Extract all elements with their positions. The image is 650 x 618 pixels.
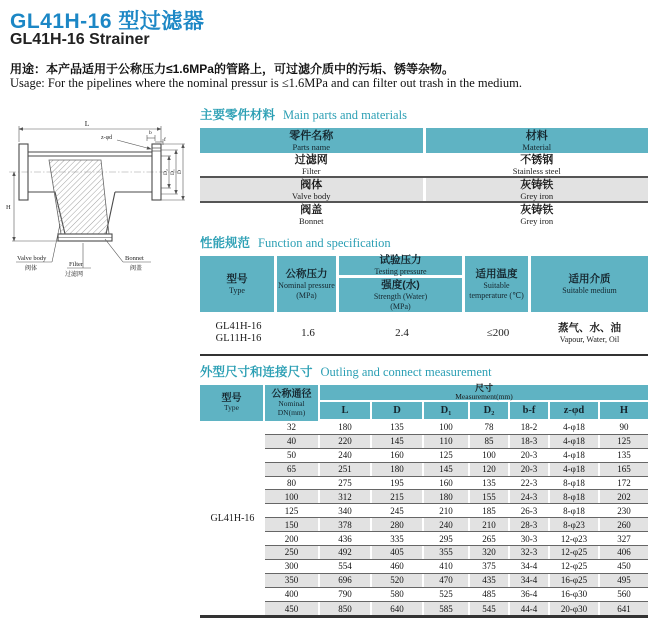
spec-header-temp-en1: Suitable <box>483 281 510 290</box>
dims-cell: 8-φ18 <box>550 504 600 517</box>
dims-header-meas-en: Measurement(mm) <box>455 392 513 401</box>
dims-row <box>265 435 648 449</box>
spec-header-testing-cn: 试验压力 <box>379 254 422 267</box>
section-title-dims-cn: 外型尺寸和连接尺寸 <box>200 365 313 379</box>
dims-cell: 22-3 <box>510 477 550 490</box>
dims-cell: 100 <box>424 421 470 434</box>
dims-cell: 125 <box>424 449 470 462</box>
dims-row <box>265 588 648 602</box>
dims-cell: 50 <box>265 449 320 462</box>
spec-table <box>200 256 648 356</box>
dimension-D2-label: D₂ <box>163 169 169 175</box>
dims-cell: 520 <box>372 574 424 587</box>
dims-cell: 200 <box>265 532 320 545</box>
dims-cell: 65 <box>265 463 320 476</box>
spec-cell-medium <box>531 312 648 354</box>
section-title-dims <box>200 365 648 380</box>
dimension-zd-label: z-φd <box>101 135 113 141</box>
dims-subheader-6: z-φd <box>550 402 600 419</box>
bonnet-label-cn: 阀盖 <box>130 266 143 272</box>
strainer-drawing-svg <box>3 108 197 288</box>
spec-header-strength <box>339 278 462 312</box>
spec-header-medium <box>531 256 648 312</box>
parts-cell-cn: 阀盖 <box>300 203 323 216</box>
dims-cell: 580 <box>372 588 424 601</box>
dims-cell: 8-φ18 <box>550 490 600 503</box>
bonnet-label-group <box>105 239 151 272</box>
dims-row <box>265 490 648 504</box>
dims-cell: 230 <box>617 505 631 516</box>
valve-body-label-cn: 阀体 <box>25 266 38 272</box>
dims-cell: 44-4 <box>510 602 550 616</box>
dims-cell: 280 <box>372 518 424 531</box>
dims-cell: 135 <box>617 450 631 461</box>
spec-header-type-cn: 型号 <box>226 272 248 285</box>
dims-cell: 195 <box>372 477 424 490</box>
dims-cell: 80 <box>265 477 320 490</box>
dims-cell: 406 <box>617 547 631 558</box>
dims-cell: 165 <box>617 464 631 475</box>
spec-header-testing-top <box>339 256 462 278</box>
dims-cell: 155 <box>470 490 510 503</box>
content-column <box>200 108 648 618</box>
dims-cell: 560 <box>617 589 631 600</box>
dims-cell: 34-4 <box>510 574 550 587</box>
dims-cell: 435 <box>470 574 510 587</box>
dimension-L-label: L <box>84 119 90 128</box>
dims-cell: 135 <box>372 421 424 434</box>
section-title-spec <box>200 236 648 251</box>
dims-cell: 40 <box>265 435 320 448</box>
parts-cell <box>426 203 649 226</box>
dims-cell: 340 <box>320 504 372 517</box>
dims-cell: 30-3 <box>510 532 550 545</box>
dims-row <box>265 449 648 463</box>
page-title-cn: GL41H-16 型过滤器 <box>10 10 205 33</box>
dims-cell: 8-φ23 <box>550 518 600 531</box>
dims-cell: 240 <box>424 518 470 531</box>
dims-cell: 410 <box>424 560 470 573</box>
valve-body-label-en: Valve body <box>17 255 47 262</box>
parts-cell-en: Grey iron <box>520 215 554 226</box>
dims-cell: 120 <box>470 463 510 476</box>
parts-cell <box>426 153 649 176</box>
dims-cell: 327 <box>617 533 631 544</box>
spec-header-nominal-en: Nominal pressure <box>278 281 335 290</box>
dims-row <box>265 574 648 588</box>
bonnet-label-en: Bonnet <box>125 255 144 262</box>
dims-cell: 160 <box>424 477 470 490</box>
parts-cell <box>426 178 649 201</box>
parts-header-material-cn: 材料 <box>525 129 548 142</box>
dims-cell: 450 <box>265 602 320 616</box>
parts-cell <box>200 178 426 201</box>
dimension-f-label: f <box>164 137 166 143</box>
dims-cell: 4-φ18 <box>550 463 600 476</box>
dims-cell: 210 <box>470 518 510 531</box>
dims-header-type-en: Type <box>224 403 239 413</box>
dims-cell: 470 <box>424 574 470 587</box>
usage-text-en: Usage: For the pipelines where the nominal pressur is ≤1.6MPa and can filter out trash in the medium. <box>10 76 522 90</box>
spec-medium-cn: 蒸气、水、油 <box>558 321 621 334</box>
parts-cell-cn: 灰铸铁 <box>520 178 554 191</box>
dims-cell: 36-4 <box>510 588 550 601</box>
spec-header-type-en: Type <box>229 285 245 295</box>
spec-header-temp-cn: 适用温度 <box>475 268 518 280</box>
parts-header-material <box>426 128 649 153</box>
bolt-hole <box>152 148 161 151</box>
dims-subheader-1: L <box>320 402 372 419</box>
parts-row <box>200 203 648 226</box>
parts-cell-en: Valve body <box>292 190 331 201</box>
dims-cell: 375 <box>470 560 510 573</box>
filter-label-group <box>65 243 91 278</box>
parts-cell-cn: 不锈钢 <box>520 153 554 166</box>
usage-text-cn: 用途：本产品适用于公称压力≤1.6MPa的管路上，可过滤介质中的污垢、锈等杂物。 <box>10 62 454 76</box>
spec-temperature-value: ≤200 <box>486 327 510 339</box>
dims-cell: 180 <box>320 421 372 434</box>
spec-strength-value: 2.4 <box>395 327 409 339</box>
dimension-D1-label: D₁ <box>170 169 176 175</box>
dims-cell: 145 <box>372 435 424 448</box>
dims-cell: 265 <box>470 532 510 545</box>
filter-label-en: Filter <box>69 261 84 268</box>
dims-cell: 150 <box>265 518 320 531</box>
dims-rows <box>265 421 648 615</box>
dims-cell: 485 <box>470 588 510 601</box>
parts-cell-cn: 过滤网 <box>294 153 328 166</box>
dims-cell: 34-4 <box>510 560 550 573</box>
dims-cell: 355 <box>424 546 470 559</box>
dims-cell: 180 <box>424 490 470 503</box>
dimension-D-label: D <box>177 170 183 174</box>
parts-cell-cn: 阀体 <box>300 178 323 191</box>
dims-cell: 300 <box>265 560 320 573</box>
spec-header-nominal <box>277 256 339 312</box>
section-title-parts-en: Main parts and materials <box>283 108 407 122</box>
dims-cell: 12-φ25 <box>550 546 600 559</box>
spec-type-1: GL41H-16 <box>215 320 262 332</box>
dims-header-type-cn: 型号 <box>221 393 242 405</box>
dims-subheader-7: H <box>600 402 648 419</box>
dims-cell: 16-φ25 <box>550 574 600 587</box>
dims-cell: 90 <box>619 422 629 433</box>
spec-header-testing <box>339 256 465 312</box>
dims-row <box>265 421 648 435</box>
dims-cell: 202 <box>617 491 631 502</box>
zd-leader-line <box>117 140 151 149</box>
dims-header-type <box>200 385 265 421</box>
spec-cell-type <box>200 312 277 354</box>
valve-body-label-group <box>16 224 60 272</box>
dims-cell: 850 <box>320 602 372 616</box>
section-title-spec-en: Function and specification <box>258 236 391 250</box>
dims-cell: 436 <box>320 532 372 545</box>
dims-cell: 640 <box>372 602 424 616</box>
dims-cell: 12-φ25 <box>550 560 600 573</box>
dims-cell: 790 <box>320 588 372 601</box>
spec-header-strength-cn: 强度(水) <box>381 279 420 291</box>
dims-cell: 16-φ30 <box>550 588 600 601</box>
dims-cell: 320 <box>470 546 510 559</box>
dims-cell: 245 <box>372 504 424 517</box>
spec-header-strength-unit: (MPa) <box>390 301 411 311</box>
dims-row <box>265 477 648 491</box>
dims-cell: 295 <box>424 532 470 545</box>
bonnet-cap <box>58 234 112 241</box>
section-title-dims-en: Outling and connect measurement <box>320 365 492 379</box>
spec-medium-en: Vapour, Water, Oil <box>559 334 620 344</box>
dims-cell: 32 <box>265 421 320 434</box>
dims-subheader-3: D₁ <box>424 402 470 419</box>
dims-row <box>265 560 648 574</box>
dims-row <box>265 602 648 616</box>
spec-header-medium-en: Suitable medium <box>562 285 617 295</box>
dims-cell: 100 <box>265 490 320 503</box>
parts-header-name-cn: 零件名称 <box>289 129 334 142</box>
dims-cell: 125 <box>617 436 631 447</box>
dims-cell: 18-2 <box>510 421 550 434</box>
section-title-parts-cn: 主要零件材料 <box>200 108 276 122</box>
dims-cell: 260 <box>617 519 631 530</box>
dims-cell: 8-φ18 <box>550 477 600 490</box>
dims-cell: 32-3 <box>510 546 550 559</box>
section-title-spec-cn: 性能规范 <box>200 236 251 250</box>
parts-table <box>200 128 648 226</box>
dims-cell: 250 <box>265 546 320 559</box>
spec-table-row <box>200 312 648 356</box>
dimension-b-label: b <box>149 130 152 136</box>
dims-header-meas-cn: 尺寸 <box>474 383 493 393</box>
spec-cell-nominal <box>277 312 339 354</box>
parts-cell-cn: 灰铸铁 <box>520 203 554 216</box>
spec-header-strength-en: Strength (Water) <box>373 292 428 301</box>
dims-row <box>265 463 648 477</box>
spec-type-2: GL11H-16 <box>215 333 262 344</box>
parts-cell-en: Stainless steel <box>512 165 561 176</box>
filter-screen-hatch <box>49 160 109 234</box>
dims-cell: 180 <box>372 463 424 476</box>
dims-cell: 160 <box>372 449 424 462</box>
dims-cell: 85 <box>470 435 510 448</box>
spec-header-medium-cn: 适用介质 <box>568 272 611 285</box>
dims-cell: 28-3 <box>510 518 550 531</box>
dims-table <box>200 385 648 618</box>
dims-cell: 145 <box>424 463 470 476</box>
dims-subheader-2: D <box>372 402 424 419</box>
dims-subheader-5: b-f <box>510 402 550 419</box>
dims-cell: 400 <box>265 588 320 601</box>
spec-header-temp-en2: temperature (℃) <box>469 290 524 300</box>
dims-header-dn-en2: DN(mm) <box>277 407 306 417</box>
parts-table-body <box>200 153 648 226</box>
dims-cell: 215 <box>372 490 424 503</box>
dims-cell: 4-φ18 <box>550 435 600 448</box>
dims-row <box>265 518 648 532</box>
parts-cell-en: Grey iron <box>520 190 554 201</box>
dims-cell: 405 <box>372 546 424 559</box>
dims-subheader-4: D₂ <box>470 402 510 419</box>
dims-cell: 135 <box>470 477 510 490</box>
dims-table-header <box>200 385 648 421</box>
spec-nominal-value: 1.6 <box>301 327 315 339</box>
dims-cell: 641 <box>617 603 631 614</box>
dims-cell: 585 <box>424 602 470 616</box>
dims-cell: 100 <box>470 449 510 462</box>
dims-cell: 696 <box>320 574 372 587</box>
dims-header-dn <box>265 385 320 421</box>
dims-cell: 460 <box>372 560 424 573</box>
dimension-H-label: H <box>6 204 11 211</box>
dims-header-measurement-group <box>320 385 648 421</box>
dims-cell: 220 <box>320 435 372 448</box>
dims-row <box>265 546 648 560</box>
dims-cell: 210 <box>424 504 470 517</box>
parts-cell-en: Bonnet <box>298 215 324 226</box>
dims-cell: 554 <box>320 560 372 573</box>
dims-header-subcolumns <box>320 402 648 419</box>
spec-cell-strength <box>339 312 465 354</box>
parts-header-material-en: Material <box>522 141 552 152</box>
spec-header-testing-en: Testing pressure <box>374 267 427 277</box>
dims-cell: 172 <box>617 478 631 488</box>
dims-type-column: GL41H-16 <box>210 512 255 524</box>
dims-cell: 78 <box>470 421 510 434</box>
dims-cell: 110 <box>424 435 470 448</box>
dims-cell: 20-3 <box>510 463 550 476</box>
parts-header-name <box>200 128 426 153</box>
strainer-technical-drawing <box>3 108 197 288</box>
spec-header-nominal-cn: 公称压力 <box>285 268 328 280</box>
section-title-parts <box>200 108 648 123</box>
spec-header-nominal-unit: (MPa) <box>296 290 317 300</box>
dims-cell: 240 <box>320 449 372 462</box>
parts-table-header <box>200 128 648 153</box>
dims-cell: 450 <box>617 561 631 572</box>
parts-cell <box>200 203 426 226</box>
spec-table-header <box>200 256 648 312</box>
dims-cell: 335 <box>372 532 424 545</box>
dims-row <box>265 504 648 518</box>
dims-cell: 495 <box>617 575 631 586</box>
spec-header-type <box>200 256 277 312</box>
dims-cell: 275 <box>320 477 372 490</box>
dimension-L-lines <box>19 126 161 142</box>
dims-cell: 251 <box>320 463 372 476</box>
parts-cell <box>200 153 426 176</box>
parts-header-name-en: Parts name <box>292 141 331 152</box>
dims-cell: 20-3 <box>510 449 550 462</box>
dims-cell: 185 <box>470 504 510 517</box>
dims-cell: 4-φ18 <box>550 449 600 462</box>
filter-label-cn: 过滤网 <box>65 272 84 278</box>
dims-cell: 312 <box>320 490 372 503</box>
dims-cell: 545 <box>470 602 510 616</box>
dims-cell: 125 <box>265 504 320 517</box>
dims-cell: 525 <box>424 588 470 601</box>
dims-row <box>265 532 648 546</box>
dims-cell: 350 <box>265 574 320 587</box>
dims-cell: 492 <box>320 546 372 559</box>
spec-header-temperature <box>465 256 531 312</box>
dims-header-dn-en1: Nominal <box>278 399 305 408</box>
parts-row <box>200 153 648 176</box>
parts-row <box>200 176 648 203</box>
page-title-en: GL41H-16 Strainer <box>10 31 150 48</box>
dims-cell: 20-φ30 <box>550 602 600 616</box>
dims-cell: 26-3 <box>510 504 550 517</box>
dims-cell: 24-3 <box>510 490 550 503</box>
dims-table-body <box>200 421 648 618</box>
dims-cell: 18-3 <box>510 435 550 448</box>
dims-header-dn-cn: 公称通径 <box>271 389 312 400</box>
spec-cell-temperature <box>465 312 531 354</box>
dims-cell: 12-φ23 <box>550 532 600 545</box>
parts-cell-en: Filter <box>302 165 321 176</box>
dims-cell: 4-φ18 <box>550 421 600 434</box>
dims-cell: 378 <box>320 518 372 531</box>
dims-header-measurement <box>320 385 648 402</box>
